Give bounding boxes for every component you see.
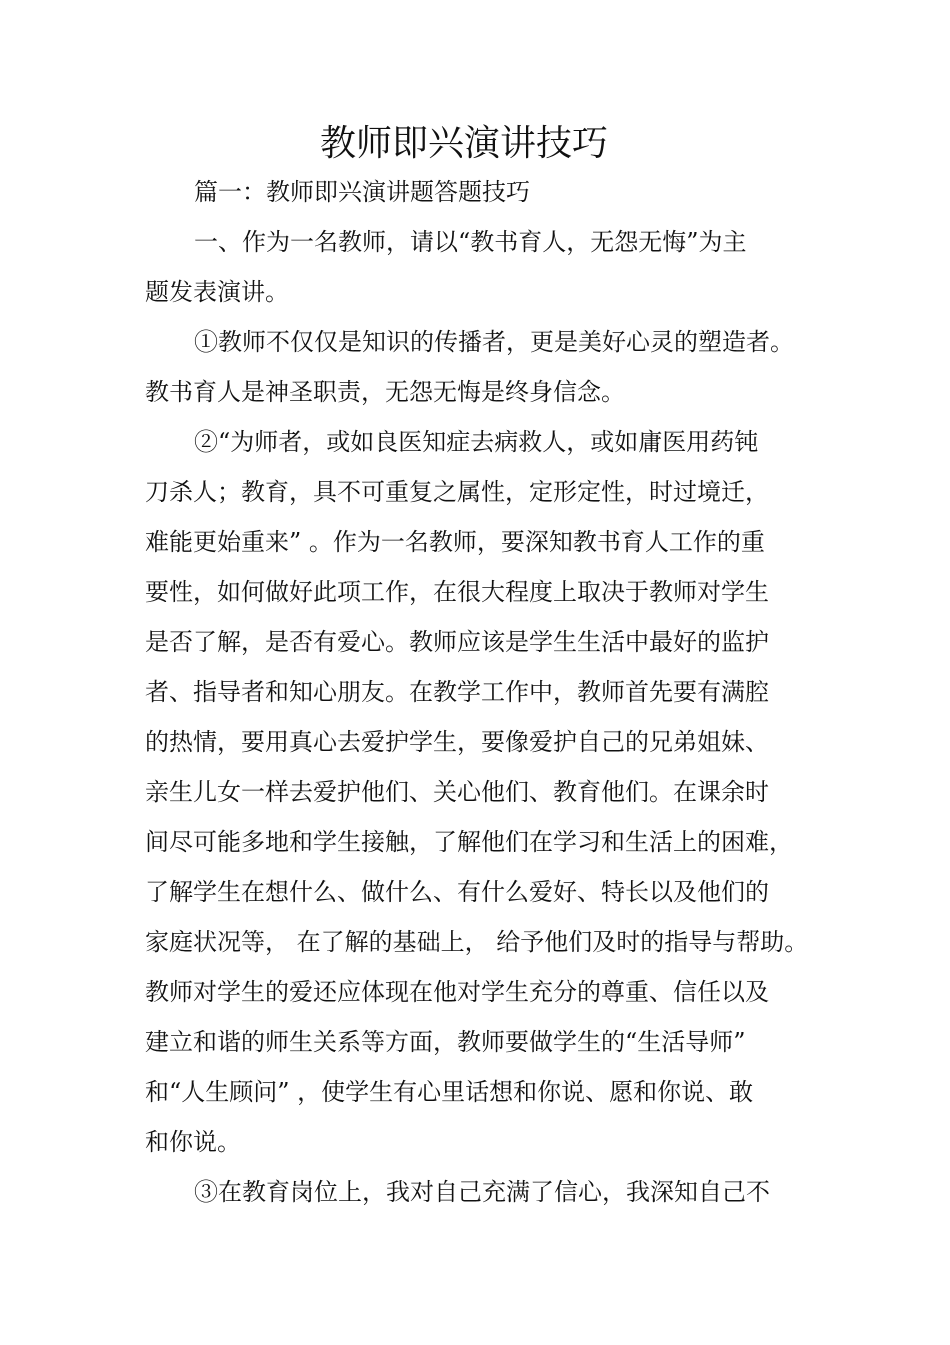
paragraph-line: 间尽可能多地和学生接触，了解他们在学习和生活上的困难， [145,828,793,856]
paragraph-line: 一、作为一名教师，请以“教书育人，无怨无悔”为主 [194,228,747,256]
paragraph-line: ①教师不仅仅是知识的传播者，更是美好心灵的塑造者。 [194,328,794,356]
paragraph-line: 的热情，要用真心去爱护学生，要像爱护自己的兄弟姐妹、 [145,728,769,756]
paragraph-line: 教师对学生的爱还应体现在他对学生充分的尊重、信任以及 [145,978,769,1006]
paragraph-line: 和“人生顾问” ，使学生有心里话想和你说、愿和你说、敢 [145,1078,754,1106]
section-heading: 篇一：教师即兴演讲题答题技巧 [194,178,530,206]
paragraph-line: 题发表演讲。 [145,278,289,306]
paragraph-line: 教书育人是神圣职责，无怨无悔是终身信念。 [145,378,625,406]
paragraph-line: 建立和谐的师生关系等方面，教师要做学生的“生活导师” [145,1028,746,1056]
paragraph-line: 刀杀人；教育，具不可重复之属性，定形定性，时过境迁， [145,478,769,506]
paragraph-line: 和你说。 [145,1128,241,1156]
paragraph-line: 了解学生在想什么、做什么、有什么爱好、特长以及他们的 [145,878,769,906]
document-title: 教师即兴演讲技巧 [319,123,608,164]
paragraph-line: 亲生儿女一样去爱护他们、关心他们、教育他们。在课余时 [145,778,769,806]
paragraph-line: 者、指导者和知心朋友。在教学工作中，教师首先要有满腔 [145,678,769,706]
paragraph-line: 是否了解，是否有爱心。教师应该是学生生活中最好的监护 [145,628,769,656]
paragraph-line: 家庭状况等， 在了解的基础上， 给予他们及时的指导与帮助。 [145,928,809,956]
paragraph-line: 难能更始重来” 。作为一名教师，要深知教书育人工作的重 [145,528,765,556]
paragraph-line: ②“为师者，或如良医知症去病救人，或如庸医用药钝 [194,428,759,456]
paragraph-line: ③在教育岗位上，我对自己充满了信心，我深知自己不 [194,1178,770,1206]
paragraph-line: 要性，如何做好此项工作，在很大程度上取决于教师对学生 [145,578,769,606]
